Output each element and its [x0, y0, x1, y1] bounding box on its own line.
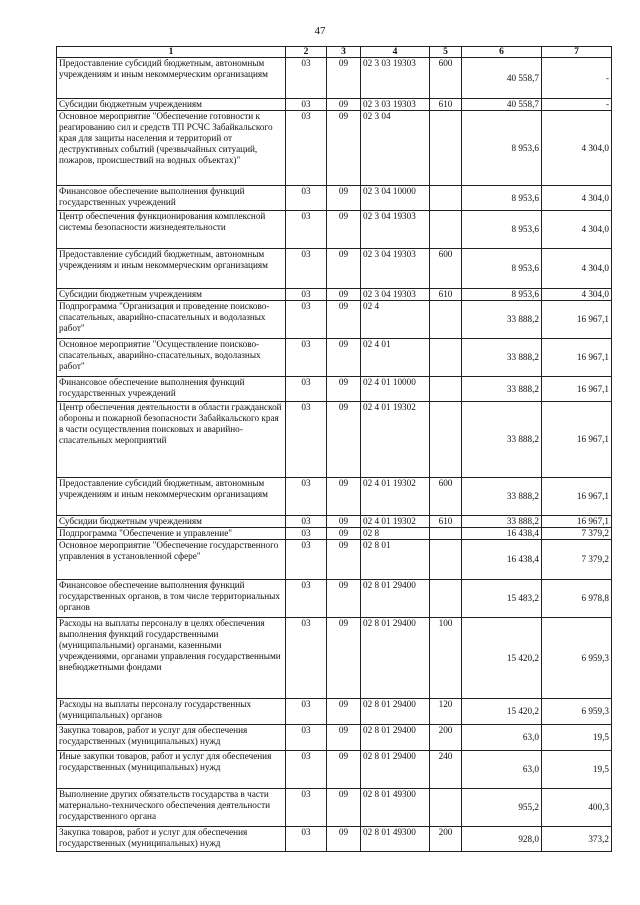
row-subsection: 09 — [327, 99, 361, 111]
row-amount-2020: 16 967,1 — [542, 478, 612, 516]
row-name: Финансовое обеспечение выполнения функций государственных учреждений — [57, 186, 286, 211]
row-amount-2020: 373,2 — [542, 827, 612, 852]
row-name: Финансовое обеспечение выполнения функций государственных органов, в том числе территориальных органов — [57, 580, 286, 618]
row-target-code: 02 8 01 49300 — [361, 827, 430, 852]
row-amount-2020: 16 967,1 — [542, 301, 612, 339]
row-name: Финансовое обеспечение выполнения функций государственных учреждений — [57, 377, 286, 402]
row-amount-2019: 8 953,6 — [462, 249, 542, 289]
row-amount-2020: 16 967,1 — [542, 377, 612, 402]
row-target-code: 02 8 01 49300 — [361, 789, 430, 827]
row-section: 03 — [286, 99, 327, 111]
row-amount-2020: 6 959,3 — [542, 618, 612, 699]
row-expense-type: 610 — [430, 289, 462, 301]
row-expense-type — [430, 211, 462, 249]
row-amount-2020: 16 967,1 — [542, 402, 612, 478]
table-row — [57, 186, 612, 211]
row-subsection: 09 — [327, 211, 361, 249]
row-subsection: 09 — [327, 827, 361, 852]
row-section: 03 — [286, 827, 327, 852]
table-row — [57, 58, 612, 99]
table-row — [57, 402, 612, 478]
row-name: Субсидии бюджетным учреждениям — [57, 99, 286, 111]
row-amount-2020: 4 304,0 — [542, 289, 612, 301]
row-section: 03 — [286, 289, 327, 301]
row-name: Выполнение других обязательств государства в части материально-технического обеспечения деятельности государственного органа — [57, 789, 286, 827]
row-name: Предоставление субсидий бюджетным, автономным учреждениям и иным некоммерческим организациям — [57, 249, 286, 289]
row-expense-type: 610 — [430, 99, 462, 111]
table-row — [57, 725, 612, 751]
header-row — [57, 47, 612, 58]
table-row — [57, 301, 612, 339]
row-target-code: 02 4 01 19302 — [361, 402, 430, 478]
row-subsection: 09 — [327, 289, 361, 301]
row-amount-2019: 15 420,2 — [462, 699, 542, 725]
row-target-code: 02 8 01 — [361, 540, 430, 580]
row-name: Подпрограмма "Организация и проведение поисково-спасательных, аварийно-спасательных и водолазных работ" — [57, 301, 286, 339]
column-header: 5 — [430, 47, 462, 58]
table-row — [57, 528, 612, 540]
row-name: Иные закупки товаров, работ и услуг для обеспечения государственных (муниципальных) нужд — [57, 751, 286, 789]
row-section: 03 — [286, 301, 327, 339]
row-section: 03 — [286, 402, 327, 478]
row-amount-2019: 16 438,4 — [462, 528, 542, 540]
table-row — [57, 249, 612, 289]
row-section: 03 — [286, 540, 327, 580]
row-subsection: 09 — [327, 540, 361, 580]
row-expense-type: 200 — [430, 725, 462, 751]
row-target-code: 02 8 01 29400 — [361, 725, 430, 751]
row-section: 03 — [286, 528, 327, 540]
row-amount-2020: - — [542, 99, 612, 111]
row-subsection: 09 — [327, 111, 361, 186]
row-amount-2020: 4 304,0 — [542, 249, 612, 289]
row-expense-type — [430, 339, 462, 377]
row-amount-2019: 955,2 — [462, 789, 542, 827]
row-target-code: 02 4 01 19302 — [361, 516, 430, 528]
table-row — [57, 377, 612, 402]
row-target-code: 02 4 01 — [361, 339, 430, 377]
row-target-code: 02 3 04 10000 — [361, 186, 430, 211]
table-row — [57, 618, 612, 699]
row-target-code: 02 8 01 29400 — [361, 618, 430, 699]
row-amount-2019: 33 888,2 — [462, 402, 542, 478]
row-section: 03 — [286, 249, 327, 289]
table-row — [57, 789, 612, 827]
table-body — [57, 58, 612, 852]
row-name: Предоставление субсидий бюджетным, автономным учреждениям и иным некоммерческим организациям — [57, 478, 286, 516]
row-subsection: 09 — [327, 516, 361, 528]
table-row — [57, 699, 612, 725]
row-subsection: 09 — [327, 618, 361, 699]
row-expense-type — [430, 580, 462, 618]
row-amount-2020: 6 978,8 — [542, 580, 612, 618]
row-amount-2019: 33 888,2 — [462, 516, 542, 528]
table-row — [57, 580, 612, 618]
row-subsection: 09 — [327, 699, 361, 725]
row-amount-2019: 33 888,2 — [462, 478, 542, 516]
row-target-code: 02 3 04 — [361, 111, 430, 186]
column-header: 4 — [361, 47, 430, 58]
row-name: Основное мероприятие "Осуществление поисково-спасательных, аварийно-спасательных, водолазных работ" — [57, 339, 286, 377]
row-expense-type — [430, 377, 462, 402]
row-target-code: 02 4 — [361, 301, 430, 339]
row-subsection: 09 — [327, 528, 361, 540]
row-expense-type — [430, 186, 462, 211]
row-section: 03 — [286, 751, 327, 789]
table-row — [57, 211, 612, 249]
row-name: Основное мероприятие "Обеспечение готовности к реагированию сил и средств ТП РСЧС Забайкальского края для защиты населения и территорий от деструктивных событий (чрезвычайных ситуаций, пожаров, происшествий на водных объектах)" — [57, 111, 286, 186]
row-section: 03 — [286, 618, 327, 699]
row-amount-2019: 33 888,2 — [462, 377, 542, 402]
row-amount-2020: 7 379,2 — [542, 540, 612, 580]
row-amount-2019: 8 953,6 — [462, 111, 542, 186]
row-amount-2020: 4 304,0 — [542, 186, 612, 211]
row-section: 03 — [286, 58, 327, 99]
row-target-code: 02 8 01 29400 — [361, 580, 430, 618]
column-header: 1 — [57, 47, 286, 58]
row-expense-type — [430, 540, 462, 580]
row-target-code: 02 4 01 19302 — [361, 478, 430, 516]
row-subsection: 09 — [327, 725, 361, 751]
row-expense-type — [430, 402, 462, 478]
row-name: Закупка товаров, работ и услуг для обеспечения государственных (муниципальных) нужд — [57, 725, 286, 751]
row-target-code: 02 4 01 10000 — [361, 377, 430, 402]
row-section: 03 — [286, 478, 327, 516]
row-subsection: 09 — [327, 186, 361, 211]
row-subsection: 09 — [327, 751, 361, 789]
row-name: Субсидии бюджетным учреждениям — [57, 289, 286, 301]
row-subsection: 09 — [327, 339, 361, 377]
row-subsection: 09 — [327, 301, 361, 339]
row-subsection: 09 — [327, 478, 361, 516]
row-name: Центр обеспечения деятельности в области гражданской обороны и пожарной безопасности Забайкальского края в части осуществления поисковых и аварийно-спасательных мероприятий — [57, 402, 286, 478]
column-header: 6 — [462, 47, 542, 58]
row-amount-2020: 19,5 — [542, 725, 612, 751]
row-subsection: 09 — [327, 580, 361, 618]
row-target-code: 02 8 — [361, 528, 430, 540]
table-row — [57, 339, 612, 377]
row-expense-type: 240 — [430, 751, 462, 789]
row-name: Расходы на выплаты персоналу в целях обеспечения выполнения функций государственными (муниципальными) органами, казенными учреждениями, органами управления государственными внебюджетными фондами — [57, 618, 286, 699]
row-expense-type: 100 — [430, 618, 462, 699]
row-section: 03 — [286, 516, 327, 528]
row-subsection: 09 — [327, 249, 361, 289]
row-amount-2019: 33 888,2 — [462, 301, 542, 339]
row-section: 03 — [286, 699, 327, 725]
row-amount-2019: 63,0 — [462, 725, 542, 751]
column-header: 7 — [542, 47, 612, 58]
row-expense-type: 610 — [430, 516, 462, 528]
table-row — [57, 111, 612, 186]
row-target-code: 02 3 04 19303 — [361, 211, 430, 249]
row-target-code: 02 3 04 19303 — [361, 249, 430, 289]
row-amount-2019: 8 953,6 — [462, 211, 542, 249]
row-amount-2019: 16 438,4 — [462, 540, 542, 580]
row-name: Субсидии бюджетным учреждениям — [57, 516, 286, 528]
row-section: 03 — [286, 377, 327, 402]
row-amount-2019: 40 558,7 — [462, 58, 542, 99]
row-section: 03 — [286, 725, 327, 751]
row-amount-2019: 8 953,6 — [462, 186, 542, 211]
row-amount-2019: 15 420,2 — [462, 618, 542, 699]
row-amount-2020: 19,5 — [542, 751, 612, 789]
row-amount-2019: 8 953,6 — [462, 289, 542, 301]
row-expense-type — [430, 301, 462, 339]
row-section: 03 — [286, 186, 327, 211]
table-row — [57, 751, 612, 789]
table-row — [57, 289, 612, 301]
row-amount-2019: 928,0 — [462, 827, 542, 852]
row-expense-type: 600 — [430, 249, 462, 289]
row-amount-2020: 6 959,3 — [542, 699, 612, 725]
row-amount-2020: 4 304,0 — [542, 211, 612, 249]
row-expense-type: 120 — [430, 699, 462, 725]
row-section: 03 — [286, 580, 327, 618]
table-row — [57, 99, 612, 111]
row-amount-2020: 4 304,0 — [542, 111, 612, 186]
row-name: Закупка товаров, работ и услуг для обеспечения государственных (муниципальных) нужд — [57, 827, 286, 852]
row-expense-type — [430, 528, 462, 540]
row-amount-2020: 16 967,1 — [542, 516, 612, 528]
row-amount-2020: 16 967,1 — [542, 339, 612, 377]
table-row — [57, 478, 612, 516]
row-name: Центр обеспечения функционирования комплексной системы безопасности жизнедеятельности — [57, 211, 286, 249]
row-section: 03 — [286, 789, 327, 827]
row-amount-2020: 400,3 — [542, 789, 612, 827]
row-subsection: 09 — [327, 789, 361, 827]
page-number: 47 — [314, 25, 326, 37]
row-section: 03 — [286, 211, 327, 249]
row-amount-2019: 63,0 — [462, 751, 542, 789]
table-row — [57, 827, 612, 852]
budget-table — [56, 46, 612, 852]
row-section: 03 — [286, 339, 327, 377]
table-row — [57, 516, 612, 528]
row-subsection: 09 — [327, 402, 361, 478]
row-target-code: 02 3 03 19303 — [361, 58, 430, 99]
row-expense-type — [430, 789, 462, 827]
row-name: Подпрограмма "Обеспечение и управление" — [57, 528, 286, 540]
row-amount-2019: 15 483,2 — [462, 580, 542, 618]
row-subsection: 09 — [327, 58, 361, 99]
row-expense-type: 600 — [430, 478, 462, 516]
row-amount-2020: 7 379,2 — [542, 528, 612, 540]
column-header: 2 — [286, 47, 327, 58]
row-section: 03 — [286, 111, 327, 186]
row-amount-2020: - — [542, 58, 612, 99]
row-amount-2019: 33 888,2 — [462, 339, 542, 377]
table-row — [57, 540, 612, 580]
row-name: Основное мероприятие "Обеспечение государственного управления в установленной сфере" — [57, 540, 286, 580]
row-name: Предоставление субсидий бюджетным, автономным учреждениям и иным некоммерческим организациям — [57, 58, 286, 99]
row-expense-type: 600 — [430, 58, 462, 99]
row-subsection: 09 — [327, 377, 361, 402]
column-header: 3 — [327, 47, 361, 58]
row-amount-2019: 40 558,7 — [462, 99, 542, 111]
row-name: Расходы на выплаты персоналу государственных (муниципальных) органов — [57, 699, 286, 725]
row-target-code: 02 8 01 29400 — [361, 699, 430, 725]
row-expense-type: 200 — [430, 827, 462, 852]
row-target-code: 02 3 03 19303 — [361, 99, 430, 111]
row-expense-type — [430, 111, 462, 186]
row-target-code: 02 8 01 29400 — [361, 751, 430, 789]
row-target-code: 02 3 04 19303 — [361, 289, 430, 301]
